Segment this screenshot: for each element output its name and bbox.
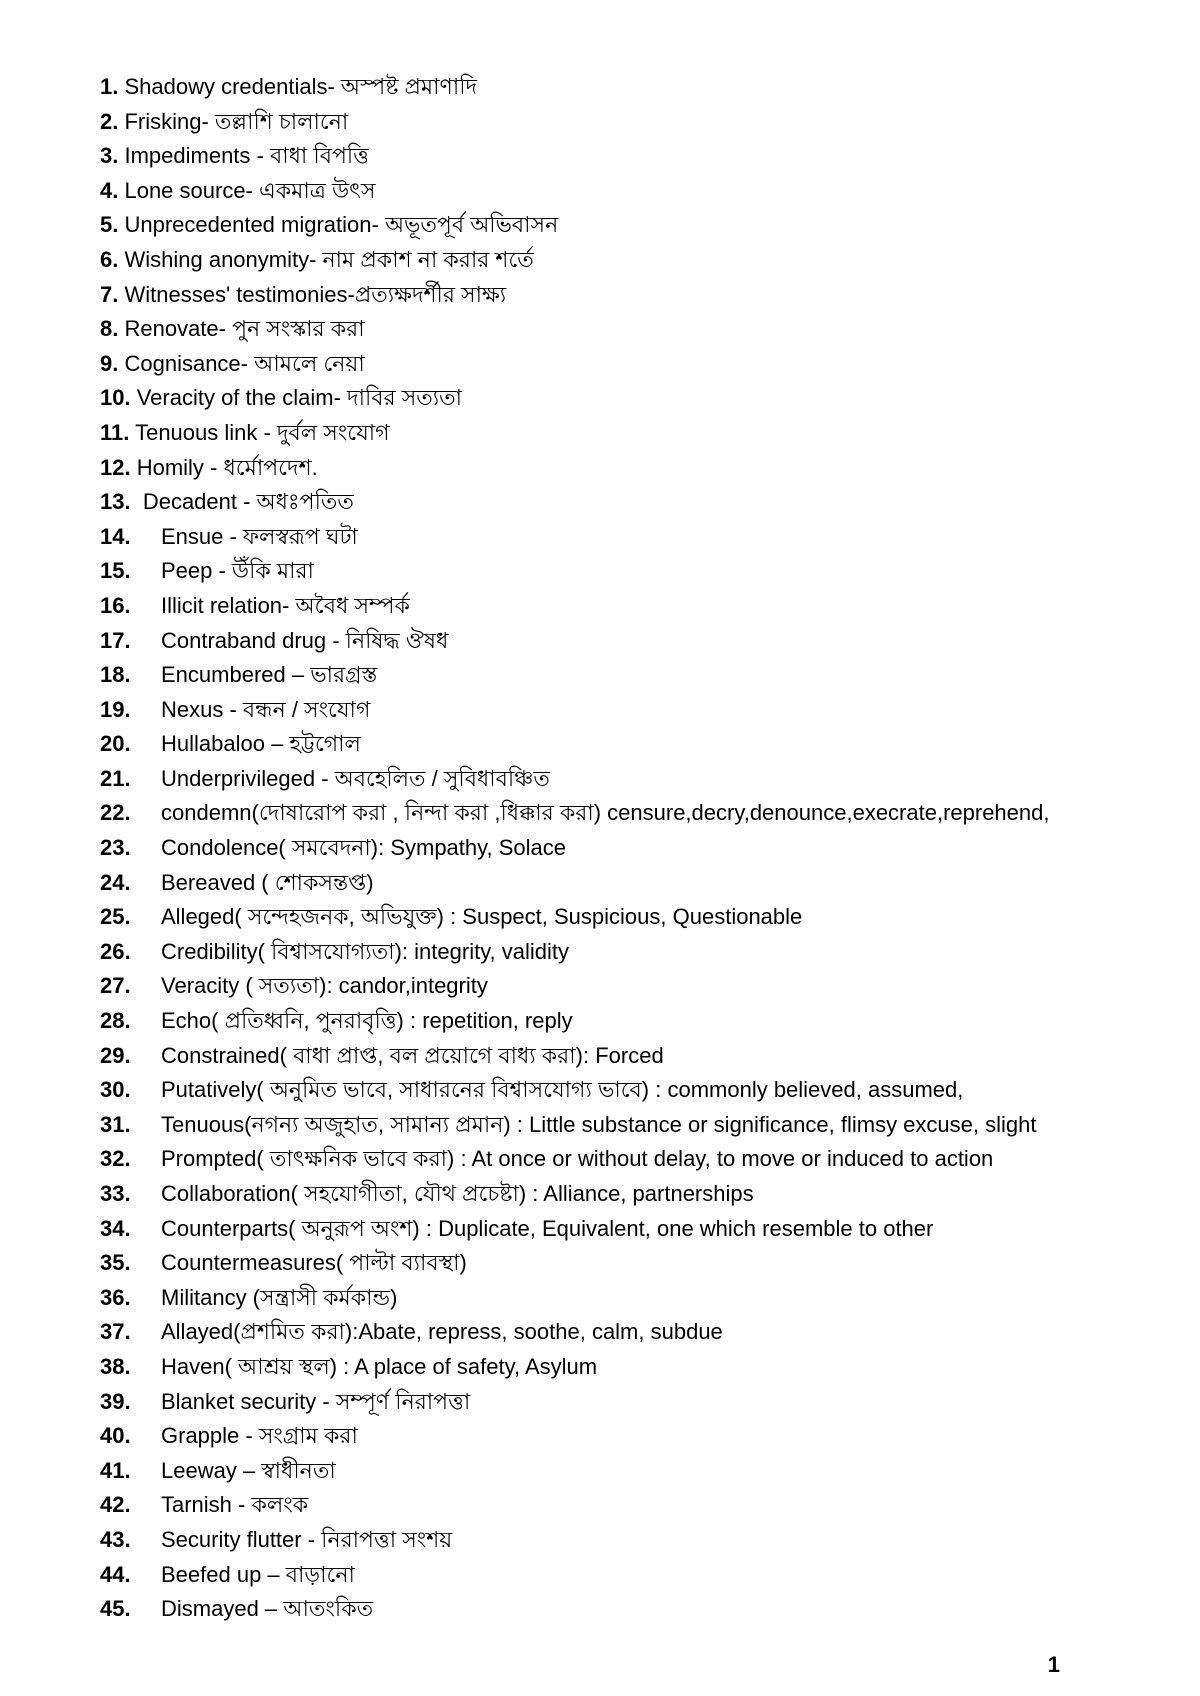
item-number: 13. (100, 489, 131, 515)
item-number: 15. (100, 558, 131, 584)
item-number: 5. (100, 212, 119, 238)
list-item (100, 1315, 1180, 1350)
item-number: 28. (100, 1008, 131, 1034)
item-number: 24. (100, 869, 131, 895)
list-item (100, 174, 1180, 209)
item-number: 29. (100, 1042, 131, 1068)
list-item (100, 1592, 1180, 1627)
list-item (100, 1212, 1180, 1247)
item-text: Blanket security - সম্পূর্ণ নিরাপত্তা (161, 1388, 471, 1414)
list-item (100, 1246, 1180, 1281)
item-text: Impediments - বাধা বিপত্তি (118, 143, 369, 169)
item-number: 18. (100, 662, 131, 688)
item-number: 42. (100, 1492, 131, 1518)
item-text: Beefed up – বাড়ানো (161, 1561, 355, 1587)
list-item (100, 1073, 1180, 1108)
list-item (100, 866, 1180, 901)
item-number: 19. (100, 696, 131, 722)
list-item (100, 1142, 1180, 1177)
list-item (100, 1454, 1180, 1489)
list-item (100, 451, 1180, 486)
list-item (100, 969, 1180, 1004)
item-text: Illicit relation- অবৈধ সম্পর্ক (161, 592, 410, 618)
item-text: Haven( আশ্রয় স্থল) : A place of safety, Asylum (161, 1353, 598, 1379)
list-item (100, 1177, 1180, 1212)
item-number: 4. (100, 177, 119, 203)
list-item (100, 1419, 1180, 1454)
list-item (100, 1558, 1180, 1593)
list-item (100, 831, 1180, 866)
item-text: Constrained( বাধা প্রাপ্ত, বল প্রয়োগে বাধ্য করা): Forced (161, 1042, 664, 1068)
list-item (100, 1039, 1180, 1074)
list-item (100, 900, 1180, 935)
item-number: 33. (100, 1181, 131, 1206)
list-item (100, 727, 1180, 762)
item-number: 35. (100, 1250, 131, 1276)
list-item (100, 589, 1180, 624)
item-number: 17. (100, 627, 131, 653)
page-number: 1 (1047, 1652, 1060, 1677)
item-text: Condolence( সমবেদনা): Sympathy, Solace (161, 835, 566, 861)
item-number: 20. (100, 731, 131, 757)
item-text: Militancy (সন্ত্রাসী কর্মকান্ড) (161, 1284, 398, 1310)
item-text: Contraband drug - নিষিদ্ধ ঔষধ (161, 627, 449, 653)
item-text: Echo( প্রতিধ্বনি, পুনরাবৃত্তি) : repetition, reply (161, 1008, 573, 1034)
list-item (100, 312, 1180, 347)
item-text: Renovate- পুন সংস্কার করা (118, 316, 365, 342)
list-item (100, 1350, 1180, 1385)
list-item (100, 347, 1180, 382)
item-number: 6. (100, 246, 119, 272)
item-text: Ensue - ফলস্বরূপ ঘটা (161, 523, 358, 549)
list-item (100, 1004, 1180, 1039)
item-text: Credibility( বিশ্বাসযোগ্যতা): integrity, validity (161, 938, 570, 964)
item-text: Counterparts( অনুরূপ অংশ) : Duplicate, Equivalent, one which resemble to other (161, 1215, 934, 1241)
item-text: Bereaved ( শোকসন্তপ্ত) (161, 869, 374, 895)
item-text: Collaboration( সহযোগীতা, যৌথ প্রচেষ্টা) : Alliance, partnerships (161, 1181, 754, 1206)
item-text: Encumbered – ভারগ্রস্ত (161, 662, 378, 688)
item-number: 39. (100, 1388, 131, 1414)
item-text: Alleged( সন্দেহজনক, অভিযুক্ত) : Suspect, Suspicious, Questionable (161, 904, 803, 930)
item-number: 37. (100, 1319, 131, 1345)
list-item (100, 624, 1180, 659)
item-number: 3. (100, 143, 119, 169)
item-text: Veracity ( সত্যতা): candor,integrity (161, 973, 488, 999)
item-text: Tarnish - কলংক (161, 1492, 309, 1518)
list-item (100, 1281, 1180, 1316)
list-item (100, 243, 1180, 278)
list-item (100, 1488, 1180, 1523)
item-number: 40. (100, 1423, 131, 1449)
list-item (100, 485, 1180, 520)
item-number: 21. (100, 765, 131, 791)
item-text: Cognisance- আমলে নেয়া (118, 350, 365, 376)
item-number: 26. (100, 938, 131, 964)
item-text: Putatively( অনুমিত ভাবে, সাধারনের বিশ্বাসযোগ্য ভাবে) : commonly believed, assumed, (161, 1077, 964, 1103)
list-item (100, 278, 1180, 313)
item-text: Grapple - সংগ্রাম করা (161, 1423, 358, 1449)
item-number: 7. (100, 281, 119, 307)
item-text: Peep - উঁকি মারা (161, 558, 314, 584)
item-text: Witnesses' testimonies-প্রত্যক্ষদর্শীর সাক্ষ্য (118, 281, 507, 307)
item-text: Shadowy credentials- অস্পষ্ট প্রমাণাদি (118, 74, 478, 99)
item-text: Prompted( তাৎক্ষনিক ভাবে করা) : At once or without delay, to move or induced to action (161, 1146, 994, 1172)
list-item (100, 693, 1180, 728)
list-item (100, 762, 1180, 797)
list-item (100, 381, 1180, 416)
item-number: 36. (100, 1284, 131, 1310)
item-text: Wishing anonymity- নাম প্রকাশ না করার শর্তে (118, 246, 534, 272)
item-text: Homily - ধর্মোপদেশ. (130, 454, 318, 480)
item-text: condemn(দোষারোপ করা , নিন্দা করা ,ধিক্কার করা) censure,decry,denounce,execrate,reprehend, (161, 800, 1050, 826)
item-number: 12. (100, 454, 131, 480)
item-number: 23. (100, 835, 131, 861)
item-text: Security flutter - নিরাপত্তা সংশয় (161, 1526, 453, 1552)
item-number: 32. (100, 1146, 131, 1172)
list-item (100, 70, 1180, 105)
list-item (100, 935, 1180, 970)
item-text: Leeway – স্বাধীনতা (161, 1457, 336, 1483)
item-number: 45. (100, 1596, 131, 1622)
item-number: 9. (100, 350, 119, 376)
list-item (100, 208, 1180, 243)
item-number: 2. (100, 108, 119, 134)
list-item (100, 1523, 1180, 1558)
item-text: Countermeasures( পাল্টা ব্যাবস্থা) (161, 1250, 467, 1276)
list-item (100, 796, 1180, 831)
item-number: 1. (100, 74, 119, 99)
list-item (100, 520, 1180, 555)
item-number: 8. (100, 316, 119, 342)
item-text: Veracity of the claim- দাবির সত্যতা (130, 385, 463, 411)
list-item (100, 139, 1180, 174)
item-number: 14. (100, 523, 131, 549)
item-number: 43. (100, 1526, 131, 1552)
item-number: 30. (100, 1077, 131, 1103)
item-number: 16. (100, 592, 131, 618)
list-item (100, 1385, 1180, 1420)
item-number: 25. (100, 904, 131, 930)
list-item (100, 554, 1180, 589)
item-number: 41. (100, 1457, 131, 1483)
item-text: Hullabaloo – হট্টগোল (161, 731, 361, 757)
item-number: 27. (100, 973, 131, 999)
item-number: 31. (100, 1111, 131, 1137)
item-number: 34. (100, 1215, 131, 1241)
item-text: Frisking- তল্লাশি চালানো (118, 108, 349, 134)
item-text: Unprecedented migration- অভূতপূর্ব অভিবাসন (118, 212, 559, 238)
item-text: Allayed(প্রশমিত করা):Abate, repress, soothe, calm, subdue (161, 1319, 723, 1345)
item-text: Underprivileged - অবহেলিত / সুবিধাবঞ্চিত (161, 765, 550, 791)
item-text: Nexus - বন্ধন / সংযোগ (161, 696, 371, 722)
item-number: 44. (100, 1561, 131, 1587)
list-item (100, 416, 1180, 451)
vocabulary-list (100, 70, 1180, 1627)
item-number: 22. (100, 800, 131, 826)
item-text: Decadent - অধঃপতিত (130, 489, 354, 515)
item-number: 38. (100, 1353, 131, 1379)
list-item (100, 105, 1180, 140)
item-text: Tenuous(নগন্য অজুহাত, সামান্য প্রমান) : Little substance or significance, flimsy excuse, slight (161, 1111, 1037, 1137)
item-number: 11. (100, 419, 130, 445)
item-text: Tenuous link - দুর্বল সংযোগ (129, 419, 390, 445)
list-item (100, 1108, 1180, 1143)
item-text: Lone source- একমাত্র উৎস (118, 177, 376, 203)
item-text: Dismayed – আতংকিত (161, 1596, 374, 1622)
item-number: 10. (100, 385, 131, 411)
list-item (100, 658, 1180, 693)
